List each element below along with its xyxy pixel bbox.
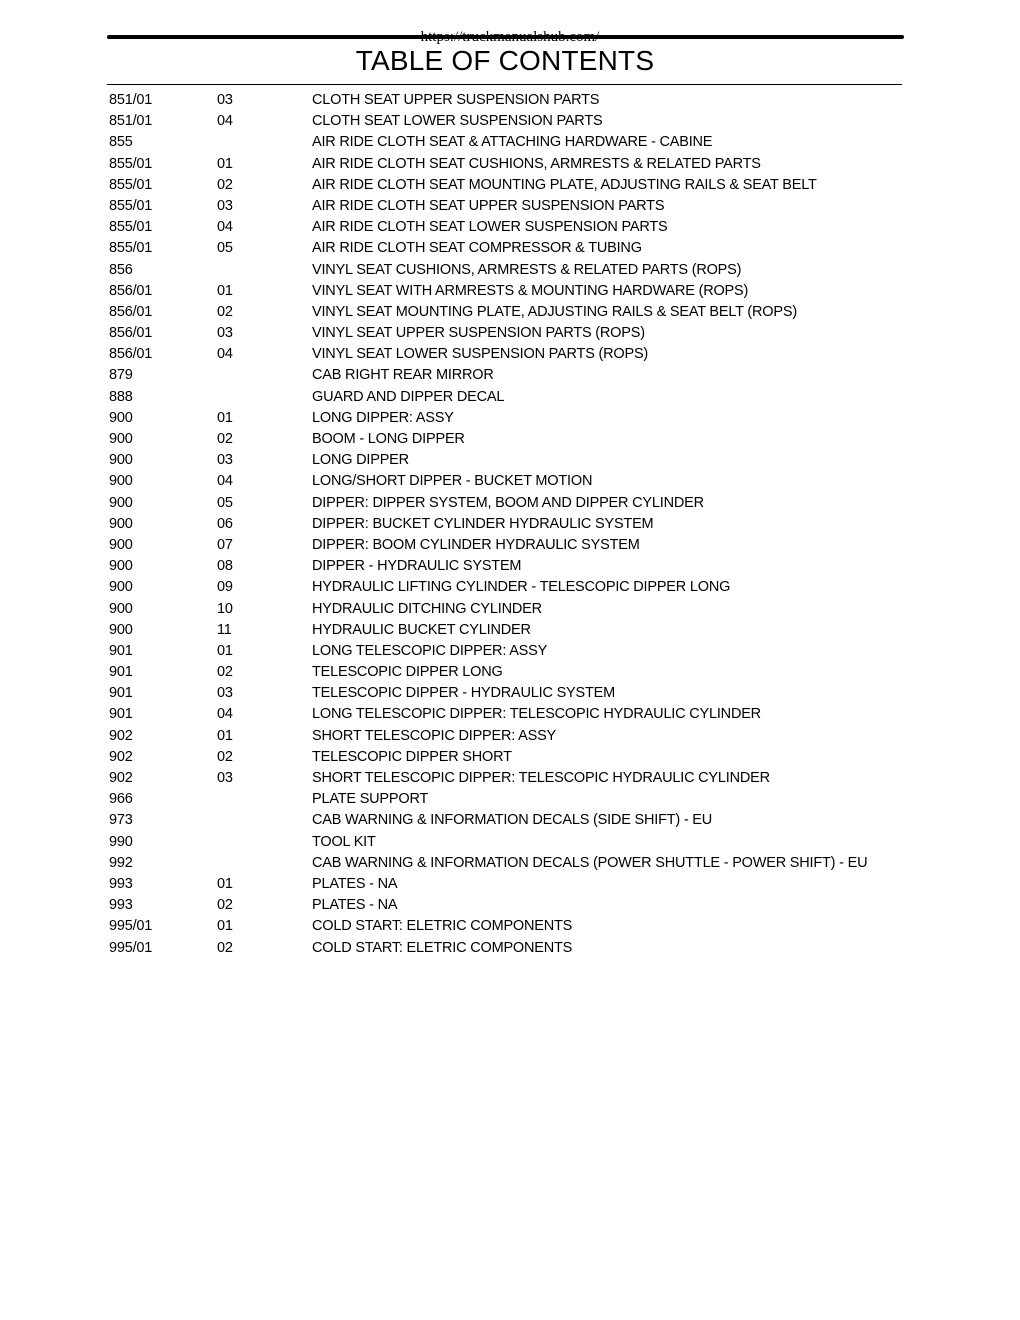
- toc-row[interactable]: [109, 493, 909, 514]
- toc-subsection-code: 02: [217, 303, 233, 320]
- toc-section-code: 879: [109, 367, 133, 384]
- toc-row[interactable]: [109, 471, 909, 492]
- toc-section-code: 966: [109, 791, 133, 808]
- toc-row[interactable]: [109, 916, 909, 937]
- toc-section-code: 901: [109, 642, 133, 659]
- toc-subsection-code: 02: [217, 897, 233, 914]
- toc-subsection-code: 06: [217, 515, 233, 532]
- toc-row[interactable]: [109, 111, 909, 132]
- toc-section-code: 995/01: [109, 939, 153, 956]
- toc-description: TELESCOPIC DIPPER LONG: [312, 664, 503, 681]
- toc-section-code: 995/01: [109, 918, 153, 935]
- toc-description: PLATES - NA: [312, 875, 398, 892]
- toc-row[interactable]: [109, 514, 909, 535]
- toc-section-code: 900: [109, 515, 133, 532]
- toc-section-code: 993: [109, 875, 133, 892]
- toc-subsection-code: 03: [217, 770, 233, 786]
- toc-description: VINYL SEAT WITH ARMRESTS & MOUNTING HARDWARE (ROPS): [312, 282, 749, 299]
- toc-description: TELESCOPIC DIPPER SHORT: [312, 748, 512, 765]
- toc-section-code: 855/01: [109, 219, 153, 236]
- toc-subsection-code: 07: [217, 536, 233, 553]
- toc-section-code: 900: [109, 431, 133, 447]
- toc-subsection-code: 01: [217, 918, 233, 935]
- toc-row[interactable]: [109, 938, 909, 959]
- toc-description: TELESCOPIC DIPPER - HYDRAULIC SYSTEM: [312, 685, 615, 702]
- toc-description: CAB WARNING & INFORMATION DECALS (POWER SHUTTLE - POWER SHIFT) - EU: [312, 854, 868, 871]
- toc-description: CAB WARNING & INFORMATION DECALS (SIDE SHIFT) - EU: [312, 812, 713, 829]
- toc-subsection-code: 01: [217, 875, 233, 892]
- toc-section-code: 901: [109, 664, 133, 681]
- toc-description: DIPPER: BUCKET CYLINDER HYDRAULIC SYSTEM: [312, 515, 654, 532]
- toc-section-code: 851/01: [109, 113, 153, 130]
- toc-row[interactable]: [109, 217, 909, 238]
- toc-section-code: 856/01: [109, 325, 153, 342]
- toc-row[interactable]: [109, 302, 909, 323]
- toc-description: DIPPER: DIPPER SYSTEM, BOOM AND DIPPER CYLINDER: [312, 494, 704, 511]
- toc-list: [109, 90, 909, 959]
- toc-section-code: 901: [109, 685, 133, 702]
- toc-subsection-code: 02: [217, 664, 233, 681]
- toc-row[interactable]: [109, 450, 909, 471]
- toc-description: AIR RIDE CLOTH SEAT CUSHIONS, ARMRESTS & RELATED PARTS: [312, 155, 761, 172]
- toc-description: COLD START: ELETRIC COMPONENTS: [312, 939, 573, 956]
- toc-subsection-code: 10: [217, 600, 233, 617]
- toc-row[interactable]: [109, 365, 909, 386]
- toc-description: AIR RIDE CLOTH SEAT UPPER SUSPENSION PARTS: [312, 197, 665, 214]
- toc-subsection-code: 04: [217, 706, 233, 723]
- toc-row[interactable]: [109, 577, 909, 598]
- toc-subsection-code: 03: [217, 325, 233, 342]
- toc-description: GUARD AND DIPPER DECAL: [312, 388, 505, 405]
- toc-row[interactable]: [109, 132, 909, 153]
- toc-subsection-code: 01: [217, 642, 233, 659]
- toc-section-code: 900: [109, 536, 133, 553]
- toc-row[interactable]: [109, 789, 909, 810]
- toc-description: HYDRAULIC LIFTING CYLINDER - TELESCOPIC DIPPER LONG: [312, 579, 731, 596]
- toc-description: CLOTH SEAT UPPER SUSPENSION PARTS: [312, 92, 600, 108]
- toc-description: HYDRAULIC DITCHING CYLINDER: [312, 600, 542, 617]
- toc-description: LONG DIPPER: ASSY: [312, 409, 454, 426]
- toc-row[interactable]: [109, 895, 909, 916]
- toc-row[interactable]: [109, 387, 909, 408]
- toc-subsection-code: 02: [217, 431, 233, 447]
- toc-section-code: 901: [109, 706, 133, 723]
- toc-description: CAB RIGHT REAR MIRROR: [312, 367, 494, 384]
- toc-subsection-code: 01: [217, 155, 233, 172]
- toc-section-code: 992: [109, 854, 133, 871]
- toc-row[interactable]: [109, 408, 909, 429]
- toc-section-code: 900: [109, 600, 133, 617]
- toc-section-code: 902: [109, 748, 133, 765]
- toc-section-code: 902: [109, 727, 133, 744]
- toc-row[interactable]: [109, 620, 909, 641]
- toc-description: CLOTH SEAT LOWER SUSPENSION PARTS: [312, 113, 603, 130]
- toc-row[interactable]: [109, 747, 909, 768]
- toc-subsection-code: 03: [217, 452, 233, 469]
- toc-section-code: 900: [109, 409, 133, 426]
- toc-description: VINYL SEAT MOUNTING PLATE, ADJUSTING RAILS & SEAT BELT (ROPS): [312, 303, 797, 320]
- toc-section-code: 993: [109, 897, 133, 914]
- toc-section-code: 855: [109, 134, 133, 151]
- toc-row[interactable]: [109, 175, 909, 196]
- toc-section-code: 900: [109, 621, 133, 638]
- toc-description: BOOM - LONG DIPPER: [312, 431, 465, 447]
- toc-row[interactable]: [109, 344, 909, 365]
- toc-subsection-code: 02: [217, 176, 233, 193]
- toc-section-code: 900: [109, 473, 133, 490]
- toc-subsection-code: 09: [217, 579, 233, 596]
- source-url[interactable]: https://truckmanualshub.com/: [420, 29, 600, 45]
- toc-description: AIR RIDE CLOTH SEAT LOWER SUSPENSION PARTS: [312, 219, 668, 236]
- toc-subsection-code: 04: [217, 219, 233, 236]
- toc-section-code: 855/01: [109, 176, 153, 193]
- toc-subsection-code: 03: [217, 685, 233, 702]
- toc-row[interactable]: [109, 90, 909, 111]
- toc-description: DIPPER - HYDRAULIC SYSTEM: [312, 558, 522, 575]
- toc-description: LONG TELESCOPIC DIPPER: ASSY: [312, 642, 548, 659]
- toc-row[interactable]: [109, 238, 909, 259]
- toc-row[interactable]: [109, 323, 909, 344]
- toc-section-code: 900: [109, 452, 133, 469]
- toc-row[interactable]: [109, 535, 909, 556]
- toc-row[interactable]: [109, 726, 909, 747]
- toc-section-code: 856/01: [109, 303, 153, 320]
- toc-row[interactable]: [109, 874, 909, 895]
- toc-subsection-code: 08: [217, 558, 233, 575]
- toc-description: DIPPER: BOOM CYLINDER HYDRAULIC SYSTEM: [312, 536, 640, 553]
- toc-row[interactable]: [109, 768, 909, 789]
- toc-description: TOOL KIT: [312, 833, 376, 850]
- toc-subsection-code: 11: [217, 621, 232, 638]
- header-rule-thin: [107, 84, 902, 85]
- toc-row[interactable]: [109, 260, 909, 281]
- toc-row[interactable]: [109, 599, 909, 620]
- toc-subsection-code: 05: [217, 240, 233, 257]
- toc-subsection-code: 03: [217, 197, 233, 214]
- toc-subsection-code: 04: [217, 473, 233, 490]
- toc-row[interactable]: [109, 641, 909, 662]
- toc-subsection-code: 02: [217, 748, 233, 765]
- toc-section-code: 900: [109, 494, 133, 511]
- toc-row[interactable]: [109, 429, 909, 450]
- toc-section-code: 855/01: [109, 240, 153, 257]
- toc-subsection-code: 03: [217, 92, 233, 108]
- page-title: TABLE OF CONTENTS: [355, 45, 655, 76]
- toc-description: PLATE SUPPORT: [312, 791, 429, 808]
- toc-section-code: 856/01: [109, 346, 153, 363]
- toc-row[interactable]: [109, 832, 909, 853]
- toc-subsection-code: 01: [217, 409, 233, 426]
- toc-row[interactable]: [109, 556, 909, 577]
- toc-subsection-code: 01: [217, 727, 233, 744]
- toc-row[interactable]: [109, 662, 909, 683]
- toc-description: LONG TELESCOPIC DIPPER: TELESCOPIC HYDRAULIC CYLINDER: [312, 706, 761, 723]
- toc-subsection-code: 04: [217, 113, 233, 130]
- toc-row[interactable]: [109, 853, 909, 874]
- toc-row[interactable]: [109, 810, 909, 831]
- toc-subsection-code: 02: [217, 939, 233, 956]
- toc-section-code: 973: [109, 812, 133, 829]
- toc-subsection-code: 01: [217, 282, 233, 299]
- toc-description: AIR RIDE CLOTH SEAT COMPRESSOR & TUBING: [312, 240, 642, 257]
- toc-section-code: 990: [109, 833, 133, 850]
- toc-description: VINYL SEAT UPPER SUSPENSION PARTS (ROPS): [312, 325, 645, 342]
- toc-description: HYDRAULIC BUCKET CYLINDER: [312, 621, 531, 638]
- toc-section-code: 856: [109, 261, 133, 278]
- toc-row[interactable]: [109, 683, 909, 704]
- toc-description: SHORT TELESCOPIC DIPPER: TELESCOPIC HYDRAULIC CYLINDER: [312, 770, 770, 786]
- toc-row[interactable]: [109, 281, 909, 302]
- toc-section-code: 855/01: [109, 155, 153, 172]
- toc-section-code: 900: [109, 558, 133, 575]
- toc-section-code: 856/01: [109, 282, 153, 299]
- toc-description: AIR RIDE CLOTH SEAT MOUNTING PLATE, ADJUSTING RAILS & SEAT BELT: [312, 176, 817, 193]
- toc-section-code: 902: [109, 770, 133, 786]
- toc-description: LONG/SHORT DIPPER - BUCKET MOTION: [312, 473, 593, 490]
- toc-row[interactable]: [109, 196, 909, 217]
- toc-description: LONG DIPPER: [312, 452, 409, 469]
- toc-subsection-code: 04: [217, 346, 233, 363]
- toc-section-code: 900: [109, 579, 133, 596]
- toc-description: PLATES - NA: [312, 897, 398, 914]
- toc-section-code: 851/01: [109, 92, 153, 108]
- toc-description: AIR RIDE CLOTH SEAT & ATTACHING HARDWARE - CABINE: [312, 134, 713, 151]
- toc-row[interactable]: [109, 154, 909, 175]
- toc-description: VINYL SEAT CUSHIONS, ARMRESTS & RELATED PARTS (ROPS): [312, 261, 742, 278]
- toc-description: SHORT TELESCOPIC DIPPER: ASSY: [312, 727, 557, 744]
- toc-section-code: 855/01: [109, 197, 153, 214]
- toc-description: VINYL SEAT LOWER SUSPENSION PARTS (ROPS): [312, 346, 649, 363]
- toc-subsection-code: 05: [217, 494, 233, 511]
- toc-row[interactable]: [109, 704, 909, 725]
- toc-section-code: 888: [109, 388, 133, 405]
- toc-description: COLD START: ELETRIC COMPONENTS: [312, 918, 573, 935]
